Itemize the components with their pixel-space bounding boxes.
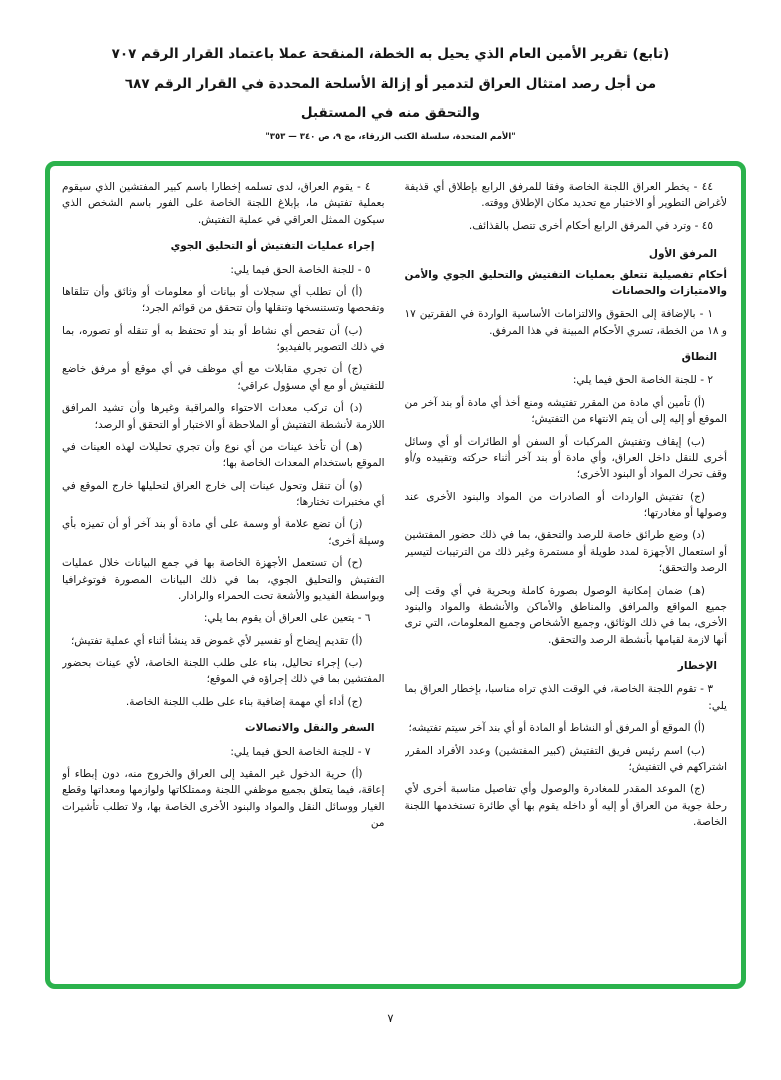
lettered-subparagraph: (ج) الموعد المقدر للمغادرة والوصول وأي تفاصيل مناسبة أخرى لأي رحلة جوية من العراق أو إليه أو داخله يقوم بها أي طائرة تستخدمها اللجنة الخاصة.	[404, 783, 727, 828]
lettered-subparagraph: (أ) تقديم إيضاح أو تفسير لأي غموض قد ينشأ أثناء أي عملية تفتيش؛	[70, 634, 363, 647]
numbered-paragraph: ٦ - يتعين على العراق أن يقوم بما يلي:	[203, 612, 371, 625]
lettered-subparagraph: (أ) تأمين أي مادة من المقرر تفتيشه ومنع أخذ أي مادة أو بند آخر من الموقع أو إليه إلى أن يتم الانتهاء من التفتيش؛	[404, 396, 727, 426]
lettered-subparagraph: (ب) إيقاف وتفتيش المركبات أو السفن أو الطائرات أو أي وسائل أخرى للنقل داخل العراق، وأي مادة أو بند آخر أثناء حركته وتقييده و/أو وقف تحرك المواد أو البنود الأخرى؛	[404, 435, 727, 481]
numbered-paragraph: ٢ - للجنة الخاصة الحق فيما يلي:	[572, 374, 713, 387]
lettered-subparagraph: (ز) أن تضع علامة أو وسمة على أي مادة أو بند آخر أو أن تميزه بأي وسيلة أخرى؛	[62, 518, 385, 547]
lettered-subparagraph: (أ) الموقع أو المرفق أو النشاط أو المادة أو أي بند آخر سيتم تفتيشه؛	[408, 722, 705, 735]
numbered-paragraph: ٤ - يقوم العراق، لدى تسلمه إخطارا باسم كبير المفتشين الذي سيقوم بعملية تفتيش ما، بإبلاغ اللجنة الخاصة على الفور باسم الشخص الذي سيكون الممثل العراقي في عملية التفتيش.	[62, 181, 385, 226]
numbered-paragraph: ٧ - للجنة الخاصة الحق فيما يلي:	[230, 745, 371, 758]
lettered-subparagraph: (ج) أن تجري مقابلات مع أي موظف في أي موقع أو مرفق خاضع للتفتيش أو مع أي مسؤول عراقي؛	[62, 363, 385, 392]
numbered-paragraph: ١ - بالإضافة إلى الحقوق والالتزامات الأساسية الواردة في الفقرتين ١٧ و ١٨ من الخطة، تسري الأحكام المبينة في هذا المرفق.	[404, 308, 727, 337]
numbered-paragraph: ٤٤ - يخطر العراق اللجنة الخاصة وفقا للمرفق الرابع بإطلاق أي قذيفة لأغراض التطوير أو الاختبار مع تحديد مكان الإطلاق ووقته.	[404, 181, 727, 210]
content-frame	[45, 161, 746, 989]
header-title-line-1: (تابع) تقرير الأمين العام الذي يحيل به الخطة، المنقحة عملا باعتماد القرار الرقم ٧٠٧	[111, 46, 670, 62]
lettered-subparagraph: (هـ) ضمان إمكانية الوصول بصورة كاملة وبحرية في أي وقت إلى جميع المواقع والمرافق والمناطق والأماكن والأنشطة والمواد والبنود الأخرى، بما في ذلك الوثائق، وجميع الأشخاص وجميع المعلومات، التي ترى أنها لازمة لقيامها بأنشطة الرصد والتحقق.	[404, 584, 727, 646]
lettered-subparagraph: (ج) أداء أي مهمة إضافية بناء على طلب اللجنة الخاصة.	[125, 695, 363, 708]
lettered-subparagraph: (أ) أن تطلب أي سجلات أو بيانات أو معلومات أو وثائق وأن تتلقاها وتفحصها وتستنسخها وتنقلها وأن تتحقق من قوائم الجرد؛	[62, 285, 385, 315]
header-title-line-3: والتحقق منه في المستقبل	[300, 105, 481, 122]
header-source-note: "الأمم المتحدة، سلسلة الكتب الزرقاء، مج ٩، ص ٣٤٠ — ٣٥٣"	[265, 132, 516, 143]
lettered-subparagraph: (ب) أن تفحص أي نشاط أو بند أو تحتفظ به أو تنقله أو تصوره، بما في ذلك التصوير بالفيديو؛	[62, 324, 385, 353]
lettered-subparagraph: (د) أن تركب معدات الاحتواء والمراقبة وغيرها وأن تشيد المرافق اللازمة لأنشطة التفتيش أو الملاحظة أو الاختبار أو التحقق أو الرصد؛	[62, 402, 385, 431]
lettered-subparagraph: (هـ) أن تأخذ عينات من أي نوع وأن تجري تحليلات لهذه العينات في الموقع باستخدام المعدات الخاصة بها؛	[62, 440, 385, 470]
section-heading: إجراء عمليات التفتيش أو التحليق الجوي	[170, 240, 375, 253]
page-number: ٧	[387, 1011, 394, 1025]
document-header	[30, 40, 751, 142]
section-heading: الإخطار	[677, 660, 717, 672]
section-heading: السفر والنقل والاتصالات	[245, 722, 375, 735]
section-heading: النطاق	[681, 351, 717, 363]
column-right	[405, 179, 728, 974]
numbered-paragraph: ٤٥ - وترد في المرفق الرابع أحكام أخرى تتصل بالقذائف.	[468, 219, 713, 232]
lettered-subparagraph: (أ) حرية الدخول غير المقيد إلى العراق والخروج منه، دون إبطاء أو إعاقة، فيما يتعلق بجميع موظفي اللجنة وممتلكاتها ولوازمها ومعداتها وقطع الغيار ووسائل النقل والمواد والبنود الأخرى الخاصة بها، ولا تطلب تأشيرات من	[62, 767, 385, 829]
numbered-paragraph: ٥ - للجنة الخاصة الحق فيما يلي:	[230, 263, 371, 276]
lettered-subparagraph: (د) وضع طرائق خاصة للرصد والتحقق، بما في ذلك حضور المفتشين أو استعمال الأجهزة لمدد طويلة أو مستمرة وغير ذلك من الترتيبات لتيسير الرصد والتحقق؛	[404, 529, 727, 575]
lettered-subparagraph: (ج) تفتيش الواردات أو الصادرات من المواد والبنود الأخرى عند وصولها أو مغادرتها؛	[404, 490, 727, 519]
lettered-subparagraph: (ب) إجراء تحاليل، بناء على طلب اللجنة الخاصة، لأي عينات بحضور المفتشين بما في ذلك إجراؤه في الموقع؛	[62, 657, 385, 686]
header-title-line-2: من أجل رصد امتثال العراق لتدمير أو إزالة الأسلحة المحددة في القرار الرقم ٦٨٧	[124, 75, 657, 92]
lettered-subparagraph: (ح) أن تستعمل الأجهزة الخاصة بها في جمع البيانات خلال عمليات التفتيش والتحليق الجوي، بما في ذلك البيانات المصورة فوتوغرافيا وبواسطة الفيديو والأشعة تحت الحمراء والرادار.	[62, 557, 385, 602]
numbered-paragraph: ٣ - تقوم اللجنة الخاصة، في الوقت الذي تراه مناسبا، بإخطار العراق بما يلي:	[404, 683, 727, 712]
column-left	[62, 179, 385, 974]
lettered-subparagraph: (ب) اسم رئيس فريق التفتيش (كبير المفتشين) وعدد الأفراد المقرر اشتراكهم في التفتيش؛	[404, 744, 727, 773]
annex-heading: المرفق الأول	[648, 248, 717, 261]
lettered-subparagraph: (و) أن تنقل وتحول عينات إلى خارج العراق لتحليلها خارج الموقع في أي مختبرات تختارها؛	[62, 479, 385, 508]
annex-title: أحكام تفصيلية تتعلق بعمليات التفتيش والتحليق الجوي والأمن والامتيازات والحصانات	[404, 268, 727, 297]
